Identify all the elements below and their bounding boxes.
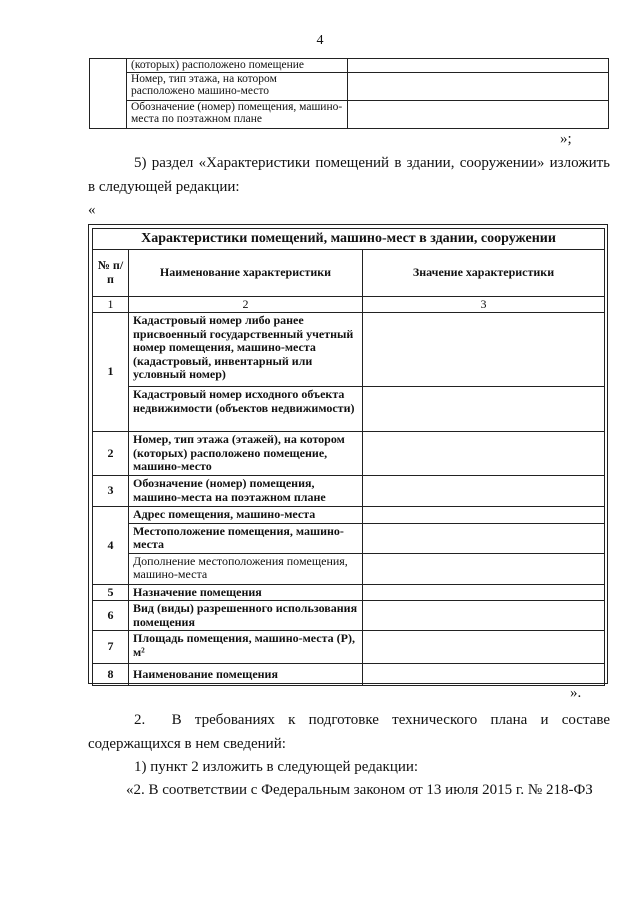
paragraph-2-line-1: 2. В требованиях к подготовке технического плана и составе [134, 712, 610, 728]
row-characteristic: Вид (виды) разрешенного использования помещения [129, 601, 363, 631]
row-value [363, 387, 605, 432]
characteristics-table [92, 228, 605, 686]
table-cell: (которых) расположено помещение [127, 59, 348, 73]
row-characteristic: Кадастровый номер либо ранее присвоенный государственный учетный номер помещения, машино-места (кадастровый, инвентарный или условный номер) [129, 313, 363, 387]
row-characteristic: Наименование помещения [129, 664, 363, 686]
row-value [363, 664, 605, 686]
closing-quote: ». [570, 685, 582, 701]
row-characteristic: Номер, тип этажа (этажей), на котором (которых) расположено помещение, машино-место [129, 432, 363, 476]
header-name: Наименование характеристики [129, 249, 363, 296]
row-value [363, 313, 605, 387]
row-number: 6 [93, 601, 129, 631]
paragraph-2-line-2: содержащихся в нем сведений: [88, 736, 286, 752]
closing-quote: »; [560, 131, 572, 147]
row-number: 3 [93, 476, 129, 507]
row-characteristic: Местоположение помещения, машино-места [129, 523, 363, 553]
row-number: 8 [93, 664, 129, 686]
paragraph-5-line-1: 5) раздел «Характеристики помещений в здании, сооружении» изложить [134, 155, 610, 171]
col-number: 3 [363, 296, 605, 313]
table-cell: Номер, тип этажа, на котором расположено машино-место [127, 72, 348, 100]
table-cell-value [348, 100, 609, 128]
row-value [363, 507, 605, 524]
opening-quote: « [88, 202, 96, 218]
col-number: 2 [129, 296, 363, 313]
col-number: 1 [93, 296, 129, 313]
row-value [363, 631, 605, 664]
table-cell-value [348, 59, 609, 73]
header-value: Значение характеристики [363, 249, 605, 296]
table-cell-value [348, 72, 609, 100]
row-value [363, 476, 605, 507]
row-characteristic: Назначение помещения [129, 584, 363, 601]
row-number: 1 [93, 313, 129, 432]
table-title: Характеристики помещений, машино-мест в здании, сооружении [93, 229, 605, 250]
table-cell: Обозначение (номер) помещения, машино-места по поэтажном плане [127, 100, 348, 128]
paragraph-5-line-2: в следующей редакции: [88, 179, 240, 195]
row-number: 7 [93, 631, 129, 664]
continued-table [89, 58, 609, 129]
paragraph-2-line-3: 1) пункт 2 изложить в следующей редакции: [134, 759, 419, 775]
row-value [363, 432, 605, 476]
paragraph-2-line-4: «2. В соответствии с Федеральным законом от 13 июля 2015 г. № 218-ФЗ [126, 782, 593, 798]
row-number: 4 [93, 507, 129, 585]
row-characteristic: Кадастровый номер исходного объекта недвижимости (объектов недвижимости) [129, 387, 363, 432]
row-characteristic: Площадь помещения, машино-места (P), м² [129, 631, 363, 664]
row-value [363, 523, 605, 553]
row-value [363, 584, 605, 601]
row-characteristic: Адрес помещения, машино-места [129, 507, 363, 524]
page-number: 4 [316, 33, 324, 48]
header-num: № п/п [93, 249, 129, 296]
row-number: 5 [93, 584, 129, 601]
row-number: 2 [93, 432, 129, 476]
row-value [363, 601, 605, 631]
row-characteristic: Обозначение (номер) помещения, машино-места на поэтажном плане [129, 476, 363, 507]
row-value [363, 553, 605, 584]
row-characteristic: Дополнение местоположения помещения, машино-места [129, 553, 363, 584]
table-cell-empty [90, 59, 127, 129]
